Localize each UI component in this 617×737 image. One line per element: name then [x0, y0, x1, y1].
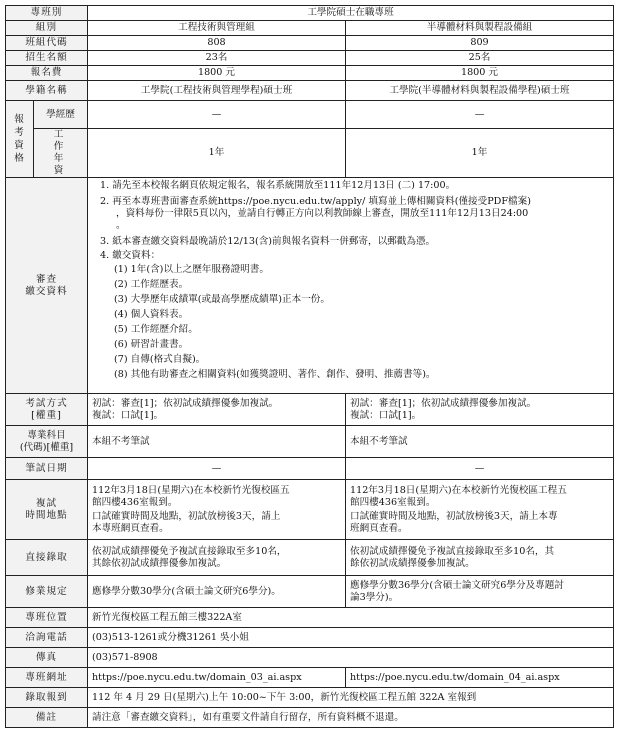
quota-b: 25名 [346, 51, 614, 66]
exam-method-b [346, 394, 614, 426]
interview-label [6, 480, 88, 540]
written-date-label: 筆試日期 [6, 458, 88, 480]
review-sub-6: (6) 研習計畫書。 [114, 339, 189, 350]
enroll-value: 112 年 4 月 29 日(星期六)上午 10:00~下午 3:00，新竹光復校區工程五館 322A 室報到 [88, 688, 614, 708]
review-label [6, 178, 88, 394]
review-item-1: 1. 請先至本校報名網頁依規定報名，報名系統開放至111年12月13日 (二) 17:00。 [100, 180, 456, 191]
program-name: 工學院碩士在職專班 [88, 6, 614, 21]
interview-b-1: 112年3月18日(星期六)在本校新竹光復校區工程五 [350, 484, 567, 496]
exam-method-b-2: 複試：口試[1]。 [350, 409, 422, 421]
header-label: 專班別 [6, 6, 88, 21]
admission-table [5, 5, 614, 728]
interview-b-2: 館四樓436室報到。 [350, 496, 436, 508]
interview-b-4: 班網頁查看。 [350, 522, 408, 534]
direct-label: 直接錄取 [6, 540, 88, 576]
credits-row [6, 576, 614, 608]
work-a: 1年 [88, 129, 346, 178]
phone-row [6, 628, 614, 648]
exam-method-a-2: 複試：口試[1]。 [92, 409, 164, 421]
exam-method-a [88, 394, 346, 426]
review-item-4: 4. 繳交資料： [100, 250, 161, 261]
direct-a-2: 其餘依初試成績擇優參加複試。 [92, 557, 227, 569]
website-label: 專班網址 [6, 668, 88, 688]
enroll-row [6, 688, 614, 708]
credits-a: 應修學分數30學分(含碩士論文研究6學分)。 [88, 576, 346, 608]
interview-b [346, 480, 614, 540]
review-item-2: 2. 再至本專班書面審查系統https://poe.nycu.edu.tw/apply/ 填寫並上傳相關資料(僅接受PDF檔案) [100, 196, 531, 207]
enroll-label: 錄取報到 [6, 688, 88, 708]
interview-a-2: 館四樓436室報到。 [92, 496, 178, 508]
qual-label-text: 報考資格 [14, 114, 25, 164]
review-sub-7: (7) 自傳(格式自擬)。 [114, 354, 206, 365]
credits-b-1: 應修學分數36學分(含碩士論文研究6學分及專題討 [350, 579, 564, 591]
fee-row [6, 66, 614, 81]
group-a: 工程技術與管理組 [88, 21, 346, 36]
interview-label-2: 時間地點 [25, 509, 68, 521]
interview-a-4: 本專班網頁查看。 [92, 522, 169, 534]
notes-value: 請注意「審查繳交資料」，如有重要文件請自行留存，所有資料概不退還。 [88, 708, 614, 728]
edu-b: — [346, 101, 614, 129]
phone-label: 洽詢電話 [6, 628, 88, 648]
fee-label: 報名費 [6, 66, 88, 81]
exam-method-label [6, 394, 88, 426]
location-row [6, 608, 614, 628]
phone-value: (03)513-1261或分機31261 吳小姐 [88, 628, 614, 648]
edu-a: — [88, 101, 346, 129]
interview-row [6, 480, 614, 540]
review-item-2-cont: ，資料每份一律限5頁以內，並請自行轉正方向以利教師線上審查，開放至111年12月13日24:00 [116, 208, 529, 219]
review-sub-5: (5) 工作經歷介紹。 [114, 324, 198, 335]
subjects-a: 本組不考筆試 [88, 426, 346, 458]
subjects-row [6, 426, 614, 458]
work-label [34, 129, 88, 178]
interview-label-1: 複試 [35, 497, 58, 509]
fax-value: (03)571-8908 [88, 648, 614, 668]
quota-row [6, 51, 614, 66]
exam-method-label-1: 考試方式 [25, 397, 68, 409]
review-sub-4: (4) 個人資料表。 [114, 309, 189, 320]
direct-row [6, 540, 614, 576]
direct-a [88, 540, 346, 576]
direct-b-1: 依初試成績擇優免予複試直接錄取至多10名，其 [350, 545, 555, 557]
credits-b-2: 論3學分)。 [350, 591, 399, 603]
interview-a [88, 480, 346, 540]
work-label-text: 工作年資 [53, 129, 68, 176]
direct-a-1: 依初試成績擇優免予複試直接錄取至多10名， [92, 545, 287, 557]
qual-label [6, 101, 34, 178]
subjects-b: 本組不考筆試 [346, 426, 614, 458]
code-label: 班組代碼 [6, 36, 88, 51]
written-date-b: — [346, 458, 614, 480]
degree-label: 學籍名稱 [6, 81, 88, 101]
quota-a: 23名 [88, 51, 346, 66]
review-item-2-end: 。 [116, 220, 126, 231]
subjects-label [6, 426, 88, 458]
credits-b [346, 576, 614, 608]
interview-b-3: 口試確實時間及地點，初試放榜後3天，請上本專 [350, 510, 558, 522]
exam-method-b-1: 初試：審查[1]；依初試成績擇優參加複試。 [350, 397, 537, 409]
review-item-3: 3. 紙本審查繳交資料最晚請於12/13(含)前與報名資料一併郵寄，以郵戳為憑。 [100, 236, 436, 247]
group-row [6, 21, 614, 36]
notes-row [6, 708, 614, 728]
qual-work-row [6, 129, 614, 178]
qual-edu-row [6, 101, 614, 129]
code-a: 808 [88, 36, 346, 51]
review-label-1: 審查 [35, 273, 58, 285]
notes-label: 備註 [6, 708, 88, 728]
website-b[interactable]: https://poe.nycu.edu.tw/domain_04_ai.aspx [346, 668, 614, 688]
location-value: 新竹光復校區工程五館三樓322A室 [88, 608, 614, 628]
interview-a-1: 112年3月18日(星期六)在本校新竹光復校區五 [92, 484, 290, 496]
review-sub-3: (3) 大學歷年成績單(或最高學歷成績單)正本一份。 [114, 294, 330, 305]
written-date-a: — [88, 458, 346, 480]
degree-row [6, 81, 614, 101]
quota-label: 招生名額 [6, 51, 88, 66]
review-sub-8: (8) 其他有助審查之相關資料(如獲獎證明、著作、創作、發明、推薦書等)。 [114, 369, 436, 380]
written-date-row [6, 458, 614, 480]
work-b: 1年 [346, 129, 614, 178]
exam-method-row [6, 394, 614, 426]
fax-row [6, 648, 614, 668]
exam-method-label-2: [權重] [31, 409, 62, 421]
location-label: 專班位置 [6, 608, 88, 628]
review-label-2: 繳交資料 [25, 285, 68, 297]
website-row [6, 668, 614, 688]
fee-b: 1800 元 [346, 66, 614, 81]
review-sub-1: (1) 1年(含)以上之歷年服務證明書。 [114, 264, 269, 275]
review-row [6, 178, 614, 394]
code-b: 809 [346, 36, 614, 51]
exam-method-a-1: 初試：審查[1]；依初試成績擇優參加複試。 [92, 397, 279, 409]
subjects-label-2: (代碼)[權重] [19, 441, 74, 453]
interview-a-3: 口試確實時間及地點，初試放榜後3天，請上 [92, 510, 281, 522]
direct-b [346, 540, 614, 576]
edu-label: 學經歷 [34, 101, 88, 129]
fax-label: 傳真 [6, 648, 88, 668]
direct-b-2: 餘依初試成績擇優參加複試。 [350, 557, 475, 569]
header-row [6, 6, 614, 21]
code-row [6, 36, 614, 51]
group-label: 組別 [6, 21, 88, 36]
website-a[interactable]: https://poe.nycu.edu.tw/domain_03_ai.aspx [88, 668, 346, 688]
review-sub-2: (2) 工作經歷表。 [114, 279, 189, 290]
group-b: 半導體材料與製程設備組 [346, 21, 614, 36]
degree-a: 工學院(工程技術與管理學程)碩士班 [88, 81, 346, 101]
fee-a: 1800 元 [88, 66, 346, 81]
review-content [88, 178, 614, 394]
degree-b: 工學院(半導體材料與製程設備學程)碩士班 [346, 81, 614, 101]
subjects-label-1: 專業科目 [27, 429, 66, 441]
credits-label: 修業規定 [6, 576, 88, 608]
